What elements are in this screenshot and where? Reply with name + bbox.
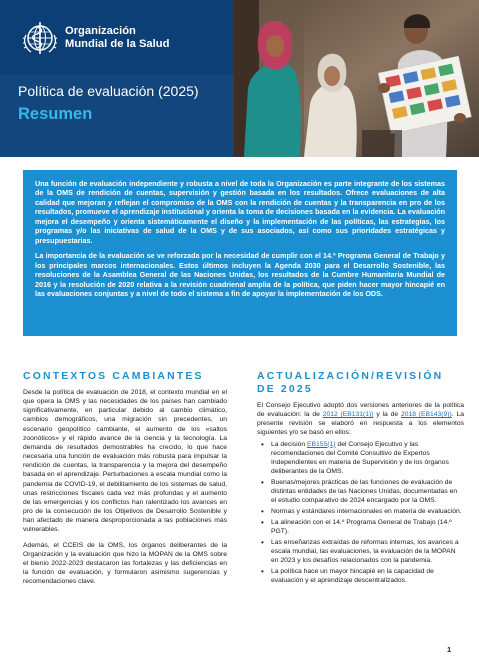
section-heading-actualizacion: ACTUALIZACIÓN/REVISIÓN DE 2025 — [257, 371, 444, 395]
org-name-line1: Organización — [65, 25, 136, 37]
summary-paragraph-1: Una función de evaluación independiente y robusta a nivel de toda la Organización es parte integrante de los sistemas de la OMS de rendición de cuentas, supervisión y gestión basada en los resultados. Ofrece evaluaciones de alta calidad que mejoran y reflejan el compromiso de la OMS con la rendición de cuentas y la transparencia en pro de los resultados, promueve el aprendizaje institucional y orienta la toma de decisiones basada en la evidencia. La evaluación mejora el desempeño y orienta sistemáticamente el diseño y la implementación de las políticas, las estrategias, los programas y/o las iniciativas de salud de la OMS y de sus asociados, así como sus prioridades estratégicas y presupuestarias. — [35, 179, 445, 245]
bullet1-text-2: del Consejo Ejecutivo y las recomendaciones del Comité Consultivo de Expertos Independientes en materia de Supervisión y de los órganos deliberantes de la OMS. — [271, 440, 449, 476]
link-eb155[interactable]: EB155(1) — [307, 440, 336, 448]
bullet1-text-1: La decisión — [271, 440, 308, 448]
left-column — [23, 370, 227, 586]
list-item — [257, 440, 464, 477]
cover-photo-illustration — [234, 0, 479, 157]
list-item: • Buenas/mejores prácticas de las funciones de evaluación de distintas entidades de las Naciones Unidas, documentadas en el estudio comparativo de 2024 encargado por la OMS. — [257, 478, 464, 505]
intro-text-1: El Consejo Ejecutivo adoptó dos versiones anteriores de la política de evaluación: la de — [257, 402, 464, 419]
org-name-line2: Mundial de la Salud — [65, 38, 170, 50]
title-block — [0, 75, 234, 157]
elements-list — [257, 440, 464, 585]
organization-name — [65, 25, 169, 51]
list-item: • La política hace un mayor hincapié en la capacidad de evaluación y el aprendizaje descentralizados. — [257, 567, 464, 585]
section-heading-contextos: CONTEXTOS CAMBIANTES — [23, 371, 204, 382]
header-banner — [0, 0, 234, 157]
link-2012-eb131[interactable]: 2012 (EB131(1)) — [322, 411, 374, 419]
summary-box — [23, 170, 457, 336]
list-item: • La alineación con el 14.º Programa General de Trabajo (14.º PGT). — [257, 518, 464, 536]
right-intro-paragraph — [257, 401, 464, 438]
list-item: • Normas y estándares internacionales en materia de evaluación. — [257, 507, 464, 516]
cover-photo — [234, 0, 479, 157]
right-column — [257, 370, 464, 587]
document-subtitle: Resumen — [18, 105, 93, 123]
who-logo — [20, 18, 169, 58]
who-emblem-icon — [20, 18, 60, 58]
list-item: • Las enseñanzas extraídas de reformas internas, los avances a escala mundial, las evaluaciones, la evaluación de la MOPAN en 2023 y los desafíos relacionados con la pandemia. — [257, 538, 464, 565]
left-paragraph-1: Desde la política de evaluación de 2018, el contexto mundial en el que opera la OMS y las necesidades de los países han cambiado significativamente, en particular debido al cambio climático, cambios demográficos, una migración sin precedentes, un escenario geopolítico cambiante, el aumento de los «saltos zoonóticos» y el rápido avance de la ciencia y la tecnología. La demanda de resultados demostrables ha crecido, lo que hace necesaria una función de evaluación más robusta para impulsar la rendición de cuentas, la transparencia y la mejora del desempeño basada en el aprendizaje. Perturbaciones a escala mundial como la pandemia de COVID-19, el debilitamiento de los sistemas de salud, unas restricciones fiscales cada vez más profundas y el aumento de las emergencias y los conflictos han ralentizado los avances en pro de la consecución de los Objetivos de Desarrollo Sostenible y han afectado de manera desproporcionada a las poblaciones más vulnerables. — [23, 389, 227, 534]
page-number: 1 — [447, 645, 452, 654]
document-header — [0, 0, 479, 157]
intro-text-2: y la de — [373, 411, 401, 419]
link-2018-eb143[interactable]: 2018 (EB143(9)) — [400, 411, 452, 419]
document-title: Política de evaluación (2025) — [18, 83, 199, 99]
left-paragraph-2: Además, el CCEIS de la OMS, los órganos deliberantes de la Organización y la evaluación que hizo la MOPAN de la OMS sobre el bienio 2022-2023 destacaron las fortalezas y las deficiencias en la función de evaluación, y formularon asimismo sugerencias y recomendaciones clave. — [23, 541, 227, 586]
intro-text-3: . La presente revisión se elaboró en respuesta a los elementos siguientes y/o se basó en ellos: — [257, 411, 465, 437]
summary-paragraph-2: La importancia de la evaluación se ve reforzada por la necesidad de cumplir con el 14.º Programa General de Trabajo y los principales marcos internacionales. Estos últimos incluyen la Agenda 2030 para el Desarrollo Sostenible, las resoluciones de la Asamblea General de las Naciones Unidas, los resultados de la Cumbre Humanitaria Mundial de 2016 y la resolución de 2020 relativa a la revisión cuadrienal amplia de la política, que piden hacer mayor hincapié en las evaluaciones conjuntas y a nivel de todo el sistema a fin de apoyar la implementación de los ODS. — [35, 251, 445, 298]
